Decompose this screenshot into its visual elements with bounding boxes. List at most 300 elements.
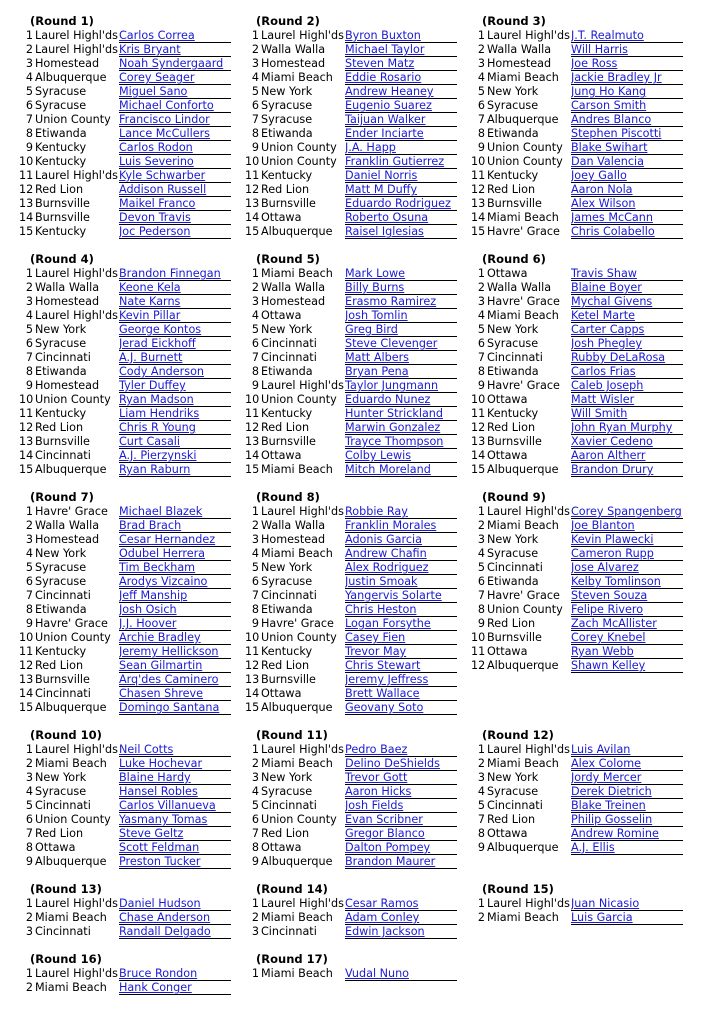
team-name: Homestead <box>35 57 100 70</box>
pick-number: 6 <box>477 575 485 588</box>
pick-row <box>19 267 231 281</box>
team-name: Albuquerque <box>35 701 107 714</box>
player-link[interactable]: Josh Tomlin <box>345 309 457 323</box>
player-link[interactable]: Eugenio Suarez <box>345 99 457 113</box>
player-link[interactable]: Steven Souza <box>571 589 683 603</box>
pick-row <box>19 855 231 869</box>
pick-row <box>245 365 457 379</box>
player-link[interactable]: Delino DeShields <box>345 757 457 771</box>
player-link[interactable]: Carlos Rodon <box>119 141 231 155</box>
team-name: Kentucky <box>35 225 87 238</box>
player-link[interactable]: Josh Phegley <box>571 337 683 351</box>
pick-number: 3 <box>251 925 259 938</box>
player-link[interactable]: Jackie Bradley Jr <box>571 71 683 85</box>
player-link[interactable]: Chasen Shreve <box>119 687 231 701</box>
player-link[interactable]: Kevin Plawecki <box>571 533 683 547</box>
team-name: Syracuse <box>487 785 539 798</box>
team-name: Cincinnati <box>35 351 91 364</box>
player-link[interactable]: Zach McAllister <box>571 617 683 631</box>
team-name: Syracuse <box>487 337 539 350</box>
player-link[interactable]: Randall Delgado <box>119 925 231 939</box>
player-link[interactable]: Michael Taylor <box>345 43 457 57</box>
pick-number: 2 <box>25 757 33 770</box>
team-name: Cincinnati <box>261 351 317 364</box>
player-link[interactable]: Robbie Ray <box>345 505 457 519</box>
pick-number: 8 <box>25 603 33 616</box>
team-name: Miami Beach <box>487 211 559 224</box>
player-link[interactable]: Francisco Lindor <box>119 113 231 127</box>
player-link[interactable]: Vudal Nuno <box>345 967 457 981</box>
player-link[interactable]: Billy Burns <box>345 281 457 295</box>
player-link[interactable]: Franklin Morales <box>345 519 457 533</box>
pick-row <box>245 113 457 127</box>
pick-row <box>245 967 457 981</box>
team-name: Syracuse <box>261 785 313 798</box>
pick-number: 7 <box>25 113 33 126</box>
player-link[interactable]: Trayce Thompson <box>345 435 457 449</box>
player-link[interactable]: Andrew Chafin <box>345 547 457 561</box>
player-link[interactable]: Felipe Rivero <box>571 603 683 617</box>
player-link[interactable]: Kyle Schwarber <box>119 169 231 183</box>
player-link[interactable]: Luis Avilan <box>571 743 683 757</box>
player-link[interactable]: Mychal Givens <box>571 295 683 309</box>
team-name: Homestead <box>487 57 552 70</box>
pick-row <box>471 365 683 379</box>
player-link[interactable]: Justin Smoak <box>345 575 457 589</box>
player-link[interactable]: Chris R Young <box>119 421 231 435</box>
player-link[interactable]: Steve Clevenger <box>345 337 457 351</box>
team-name: Albuquerque <box>487 841 559 854</box>
pick-number: 3 <box>25 295 33 308</box>
player-link[interactable]: Nate Karns <box>119 295 231 309</box>
pick-row <box>19 533 231 547</box>
team-name: Syracuse <box>487 547 539 560</box>
player-link[interactable]: Jerad Eickhoff <box>119 337 231 351</box>
pick-row <box>19 561 231 575</box>
team-name: Etiwanda <box>261 127 313 140</box>
player-link[interactable]: Neil Cotts <box>119 743 231 757</box>
pick-row <box>19 673 231 687</box>
pick-row <box>245 659 457 673</box>
pick-row <box>19 911 231 925</box>
player-link[interactable]: Kevin Pillar <box>119 309 231 323</box>
pick-row <box>471 379 683 393</box>
player-link[interactable]: Geovany Soto <box>345 701 457 715</box>
pick-number: 9 <box>251 855 259 868</box>
player-link[interactable]: James McCann <box>571 211 683 225</box>
pick-row <box>245 855 457 869</box>
pick-number: 4 <box>477 785 485 798</box>
team-name: Burnsville <box>35 673 90 686</box>
player-link[interactable]: Mitch Moreland <box>345 463 457 477</box>
team-name: Miami Beach <box>261 71 333 84</box>
team-name: Burnsville <box>261 673 316 686</box>
pick-row <box>19 575 231 589</box>
player-link[interactable]: Colby Lewis <box>345 449 457 463</box>
player-link[interactable]: Adam Conley <box>345 911 457 925</box>
pick-row <box>19 57 231 71</box>
pick-row <box>471 561 683 575</box>
player-link[interactable]: Daniel Norris <box>345 169 457 183</box>
player-link[interactable]: Andrew Romine <box>571 827 683 841</box>
player-link[interactable]: Josh Osich <box>119 603 231 617</box>
pick-number: 2 <box>251 43 259 56</box>
team-name: Miami Beach <box>35 911 107 924</box>
player-link[interactable]: Travis Shaw <box>571 267 683 281</box>
player-link[interactable]: Brandon Drury <box>571 463 683 477</box>
player-link[interactable]: Kris Bryant <box>119 43 231 57</box>
player-link[interactable]: Matt Wisler <box>571 393 683 407</box>
team-name: Red Lion <box>261 183 310 196</box>
pick-number: 1 <box>477 29 485 42</box>
player-link[interactable]: Joc Pederson <box>119 225 231 239</box>
player-link[interactable]: Shawn Kelley <box>571 659 683 673</box>
player-link[interactable]: Taylor Jungmann <box>345 379 457 393</box>
player-link[interactable]: Luke Hochevar <box>119 757 231 771</box>
player-link[interactable]: Daniel Hudson <box>119 897 231 911</box>
team-name: Burnsville <box>35 435 90 448</box>
player-link[interactable]: Maikel Franco <box>119 197 231 211</box>
pick-row <box>471 533 683 547</box>
team-name: Etiwanda <box>487 127 539 140</box>
player-link[interactable]: Lance McCullers <box>119 127 231 141</box>
player-link[interactable]: Blake Treinen <box>571 799 683 813</box>
team-name: Havre' Grace <box>261 617 334 630</box>
pick-number: 7 <box>251 589 259 602</box>
pick-number: 7 <box>251 351 259 364</box>
pick-number: 14 <box>245 211 260 224</box>
player-link[interactable]: Sean Gilmartin <box>119 659 231 673</box>
player-link[interactable]: Alex Rodriguez <box>345 561 457 575</box>
player-link[interactable]: Preston Tucker <box>119 855 231 869</box>
player-link[interactable]: Yangervis Solarte <box>345 589 457 603</box>
player-link[interactable]: Carlos Villanueva <box>119 799 231 813</box>
pick-number: 8 <box>477 365 485 378</box>
player-link[interactable]: Adonis Garcia <box>345 533 457 547</box>
player-link[interactable]: Carson Smith <box>571 99 683 113</box>
player-link[interactable]: Luis Severino <box>119 155 231 169</box>
player-link[interactable]: Xavier Cedeno <box>571 435 683 449</box>
player-link[interactable]: Hank Conger <box>119 981 231 995</box>
pick-row <box>245 575 457 589</box>
player-link[interactable]: Michael Blazek <box>119 505 231 519</box>
team-name: Red Lion <box>35 421 84 434</box>
pick-row <box>471 631 683 645</box>
player-link[interactable]: Chase Anderson <box>119 911 231 925</box>
team-name: Etiwanda <box>261 603 313 616</box>
team-name: Syracuse <box>35 99 87 112</box>
player-link[interactable]: Matt M Duffy <box>345 183 457 197</box>
player-link[interactable]: Byron Buxton <box>345 29 457 43</box>
player-link[interactable]: Archie Bradley <box>119 631 231 645</box>
pick-row <box>245 841 457 855</box>
player-link[interactable]: Marwin Gonzalez <box>345 421 457 435</box>
player-link[interactable]: Keone Kela <box>119 281 231 295</box>
player-link[interactable]: Luis Garcia <box>571 911 683 925</box>
player-link[interactable]: Devon Travis <box>119 211 231 225</box>
player-link[interactable]: Hunter Strickland <box>345 407 457 421</box>
team-name: Burnsville <box>261 435 316 448</box>
player-link[interactable]: Dan Valencia <box>571 155 683 169</box>
player-link[interactable]: Corey Seager <box>119 71 231 85</box>
player-link[interactable]: Jeremy Hellickson <box>119 645 231 659</box>
player-link[interactable]: Corey Spangenberg <box>571 505 682 518</box>
team-name: Cincinnati <box>261 925 317 938</box>
player-link[interactable]: Steven Matz <box>345 57 457 71</box>
pick-number: 15 <box>245 701 260 714</box>
player-link[interactable]: Brett Wallace <box>345 687 457 701</box>
player-link[interactable]: Gregor Blanco <box>345 827 457 841</box>
player-link[interactable]: Jeremy Jeffress <box>345 673 457 687</box>
player-link[interactable]: Chris Heston <box>345 603 457 617</box>
team-name: Walla Walla <box>261 281 326 294</box>
team-name: Havre' Grace <box>487 589 560 602</box>
player-link[interactable]: Erasmo Ramirez <box>345 295 457 309</box>
player-link[interactable]: Brandon Finnegan <box>119 267 231 281</box>
player-link[interactable]: Roberto Osuna <box>345 211 457 225</box>
pick-number: 1 <box>477 505 485 518</box>
team-name: Havre' Grace <box>487 379 560 392</box>
pick-number: 14 <box>19 687 34 700</box>
player-link[interactable]: Joey Gallo <box>571 169 683 183</box>
pick-row <box>471 85 683 99</box>
player-link[interactable]: Andrew Heaney <box>345 85 457 99</box>
team-name: Cincinnati <box>35 925 91 938</box>
player-link[interactable]: Brad Brach <box>119 519 231 533</box>
player-link[interactable]: Joe Ross <box>571 57 683 71</box>
team-name: Cincinnati <box>261 589 317 602</box>
player-link[interactable]: Blaine Boyer <box>571 281 683 295</box>
team-name: Albuquerque <box>35 463 107 476</box>
player-link[interactable]: Hansel Robles <box>119 785 231 799</box>
player-link[interactable]: Jeff Manship <box>119 589 231 603</box>
pick-number: 7 <box>25 351 33 364</box>
pick-row <box>471 785 683 799</box>
player-link[interactable]: Eduardo Rodriguez <box>345 197 457 211</box>
pick-number: 9 <box>477 379 485 392</box>
team-name: Miami Beach <box>487 757 559 770</box>
player-link[interactable]: Miguel Sano <box>119 85 231 99</box>
player-link[interactable]: Bryan Pena <box>345 365 457 379</box>
player-link[interactable]: Andres Blanco <box>571 113 683 127</box>
team-name: Laurel Highl'ds <box>35 309 118 322</box>
player-link[interactable]: Tim Beckham <box>119 561 231 575</box>
player-link[interactable]: Alex Wilson <box>571 197 683 211</box>
player-link[interactable]: Blake Swihart <box>571 141 683 155</box>
pick-row <box>19 71 231 85</box>
player-link[interactable]: Trevor Gott <box>345 771 457 785</box>
team-name: Walla Walla <box>35 281 100 294</box>
team-name: Miami Beach <box>35 981 107 994</box>
player-link[interactable]: Pedro Baez <box>345 743 457 757</box>
pick-number: 9 <box>477 141 485 154</box>
player-link[interactable]: J.J. Hoover <box>119 617 231 631</box>
team-name: Union County <box>261 393 337 406</box>
player-link[interactable]: Chris Colabello <box>571 225 683 239</box>
player-link[interactable]: Carter Capps <box>571 323 683 337</box>
player-link[interactable]: Dalton Pompey <box>345 841 457 855</box>
player-link[interactable]: A.J. Ellis <box>571 841 683 855</box>
player-link[interactable]: Scott Feldman <box>119 841 231 855</box>
pick-row <box>19 365 231 379</box>
pick-number: 15 <box>245 463 260 476</box>
player-link[interactable]: Jung Ho Kang <box>571 85 683 99</box>
team-name: New York <box>35 771 87 784</box>
player-link[interactable]: Greg Bird <box>345 323 457 337</box>
player-link[interactable]: Brandon Maurer <box>345 855 457 869</box>
player-link[interactable]: Eddie Rosario <box>345 71 457 85</box>
team-name: Ottawa <box>261 211 302 224</box>
team-name: Kentucky <box>261 169 313 182</box>
team-name: Red Lion <box>487 617 536 630</box>
player-link[interactable]: Edwin Jackson <box>345 925 457 939</box>
player-link[interactable]: Kelby Tomlinson <box>571 575 683 589</box>
player-link[interactable]: Tyler Duffey <box>119 379 231 393</box>
pick-number: 13 <box>471 197 486 210</box>
pick-row <box>471 897 683 911</box>
player-link[interactable]: Noah Syndergaard <box>119 57 231 71</box>
pick-number: 2 <box>25 519 33 532</box>
player-link[interactable]: Josh Fields <box>345 799 457 813</box>
player-link[interactable]: Bruce Rondon <box>119 967 231 981</box>
player-link[interactable]: Steve Geltz <box>119 827 231 841</box>
pick-number: 13 <box>245 197 260 210</box>
player-link[interactable]: Carlos Correa <box>119 29 231 43</box>
team-name: Union County <box>261 155 337 168</box>
player-link[interactable]: Will Harris <box>571 43 683 57</box>
player-link[interactable]: Matt Albers <box>345 351 457 365</box>
player-link[interactable]: John Ryan Murphy <box>571 421 683 435</box>
team-name: Burnsville <box>487 197 542 210</box>
player-link[interactable]: Cameron Rupp <box>571 547 683 561</box>
player-link[interactable]: Curt Casali <box>119 435 231 449</box>
player-link[interactable]: Arodys Vizcaino <box>119 575 231 589</box>
player-link[interactable]: Taijuan Walker <box>345 113 457 127</box>
pick-row <box>19 211 231 225</box>
player-link[interactable]: Cody Anderson <box>119 365 231 379</box>
round-title: (Round 8) <box>256 490 320 504</box>
player-link[interactable]: Jordy Mercer <box>571 771 683 785</box>
player-link[interactable]: Aaron Altherr <box>571 449 683 463</box>
team-name: Ottawa <box>487 393 528 406</box>
pick-number: 1 <box>25 267 33 280</box>
player-link[interactable]: Corey Knebel <box>571 631 683 645</box>
pick-number: 11 <box>245 645 260 658</box>
player-link[interactable]: Rubby DeLaRosa <box>571 351 683 365</box>
player-link[interactable]: Blaine Hardy <box>119 771 231 785</box>
team-name: Laurel Highl'ds <box>35 43 118 56</box>
round-title: (Round 2) <box>256 14 320 28</box>
pick-row <box>245 827 457 841</box>
player-link[interactable]: Aaron Nola <box>571 183 683 197</box>
player-link[interactable]: Alex Colome <box>571 757 683 771</box>
team-name: Miami Beach <box>261 911 333 924</box>
player-link[interactable]: Trevor May <box>345 645 457 659</box>
team-name: Etiwanda <box>35 365 87 378</box>
player-link[interactable]: Casey Fien <box>345 631 457 645</box>
player-link[interactable]: Eduardo Nunez <box>345 393 457 407</box>
pick-number: 12 <box>19 183 34 196</box>
player-link[interactable]: Ryan Webb <box>571 645 683 659</box>
team-name: Red Lion <box>261 827 310 840</box>
pick-number: 6 <box>25 575 33 588</box>
pick-number: 3 <box>251 533 259 546</box>
player-link[interactable]: Stephen Piscotti <box>571 127 683 141</box>
pick-number: 1 <box>251 505 259 518</box>
pick-number: 14 <box>19 211 34 224</box>
player-link[interactable]: Franklin Gutierrez <box>345 155 457 169</box>
player-link[interactable]: Ketel Marte <box>571 309 683 323</box>
team-name: Syracuse <box>261 113 313 126</box>
team-name: Etiwanda <box>261 365 313 378</box>
player-link[interactable]: Ender Inciarte <box>345 127 457 141</box>
player-link[interactable]: Ryan Madson <box>119 393 231 407</box>
player-link[interactable]: Aaron Hicks <box>345 785 457 799</box>
pick-number: 13 <box>19 435 34 448</box>
player-link[interactable]: Joe Blanton <box>571 519 683 533</box>
player-link[interactable]: Caleb Joseph <box>571 379 683 393</box>
pick-row <box>245 71 457 85</box>
player-link[interactable]: J.A. Happ <box>345 141 457 155</box>
pick-row <box>471 435 683 449</box>
team-name: Miami Beach <box>487 519 559 532</box>
player-link[interactable]: Michael Conforto <box>119 99 231 113</box>
pick-number: 5 <box>477 799 485 812</box>
player-link[interactable]: Raisel Iglesias <box>345 225 457 239</box>
player-link[interactable]: Cesar Ramos <box>345 897 457 911</box>
team-name: Havre' Grace <box>487 225 560 238</box>
team-name: Burnsville <box>487 435 542 448</box>
player-link[interactable]: Derek Dietrich <box>571 785 683 799</box>
player-link[interactable]: Evan Scribner <box>345 813 457 827</box>
player-link[interactable]: Jose Alvarez <box>571 561 683 575</box>
player-link[interactable]: Will Smith <box>571 407 683 421</box>
player-link[interactable]: Logan Forsythe <box>345 617 457 631</box>
player-link[interactable]: Arq'des Caminero <box>119 673 231 687</box>
player-link[interactable]: Odubel Herrera <box>119 547 231 561</box>
player-link[interactable]: Juan Nicasio <box>571 897 683 911</box>
team-name: Laurel Highl'ds <box>487 897 570 910</box>
player-link[interactable]: Cesar Hernandez <box>119 533 231 547</box>
player-link[interactable]: Philip Gosselin <box>571 813 683 827</box>
pick-row <box>471 99 683 113</box>
team-name: Miami Beach <box>261 967 333 980</box>
pick-row <box>471 309 683 323</box>
player-link[interactable]: J.T. Realmuto <box>571 29 683 43</box>
player-link[interactable]: Yasmany Tomas <box>119 813 231 827</box>
pick-row <box>19 757 231 771</box>
player-link[interactable]: A.J. Pierzynski <box>119 449 231 463</box>
player-link[interactable]: Ryan Raburn <box>119 463 231 477</box>
player-link[interactable]: A.J. Burnett <box>119 351 231 365</box>
player-link[interactable]: George Kontos <box>119 323 231 337</box>
team-name: Union County <box>35 393 111 406</box>
player-link[interactable]: Chris Stewart <box>345 659 457 673</box>
pick-number: 8 <box>25 127 33 140</box>
pick-number: 15 <box>245 225 260 238</box>
player-link[interactable]: Carlos Frias <box>571 365 683 379</box>
pick-row <box>19 421 231 435</box>
pick-row <box>245 505 457 519</box>
pick-row <box>245 99 457 113</box>
player-link[interactable]: Liam Hendriks <box>119 407 231 421</box>
player-link[interactable]: Mark Lowe <box>345 267 457 281</box>
player-link[interactable]: Domingo Santana <box>119 701 231 715</box>
pick-number: 9 <box>477 841 485 854</box>
player-link[interactable]: Addison Russell <box>119 183 231 197</box>
pick-row <box>19 659 231 673</box>
team-name: New York <box>35 547 87 560</box>
